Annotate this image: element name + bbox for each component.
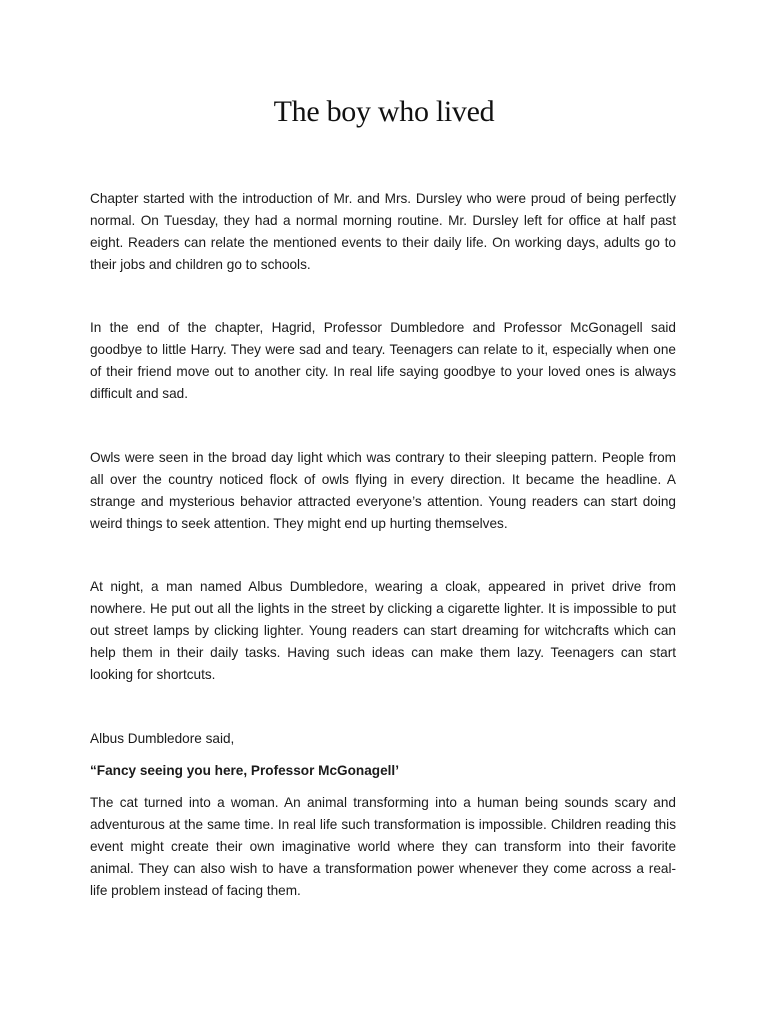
document-title: The boy who lived [273,95,495,128]
paragraph-owls: Owls were seen in the broad day light which was contrary to their sleeping pattern. People from all over the country noticed flock of owls flying in every direction. It became the headline. A strange and mysterious behavior attracted everyone’s attention. Young readers can start doing weird things to seek attention. They might end up hurting themselves. [90,450,676,531]
paragraph-goodbye: In the end of the chapter, Hagrid, Professor Dumbledore and Professor McGonagell said goodbye to little Harry. They were sad and teary. Teenagers can relate to it, especially when one of their friend move out to another city. In real life saying goodbye to your loved ones is always difficult and sad. [90,320,676,401]
paragraph-dursleys: Chapter started with the introduction of Mr. and Mrs. Dursley who were proud of being perfectly normal. On Tuesday, they had a normal morning routine. Mr. Dursley left for office at half past eight. Readers can relate the mentioned events to their daily life. On working days, adults go to their jobs and children go to schools. [90,191,676,272]
paragraph-dumbledore-said: Albus Dumbledore said, [90,731,235,746]
quote-mcgonagell: “Fancy seeing you here, Professor McGonagell’ [90,763,399,778]
paragraph-dumbledore-night: At night, a man named Albus Dumbledore, wearing a cloak, appeared in privet drive from nowhere. He put out all the lights in the street by clicking a cigarette lighter. It is impossible to put out street lamps by clicking lighter. Young readers can start dreaming for witchcrafts which can help them in their daily tasks. Having such ideas can make them lazy. Teenagers can start looking for shortcuts. [90,579,676,682]
paragraph-cat-transformation: The cat turned into a woman. An animal transforming into a human being sounds scary and adventurous at the same time. In real life such transformation is impossible. Children reading this event might create their own imaginative world where they can transform into their favorite animal. They can also wish to have a transformation power whenever they come across a real-life problem instead of facing them. [90,795,676,898]
